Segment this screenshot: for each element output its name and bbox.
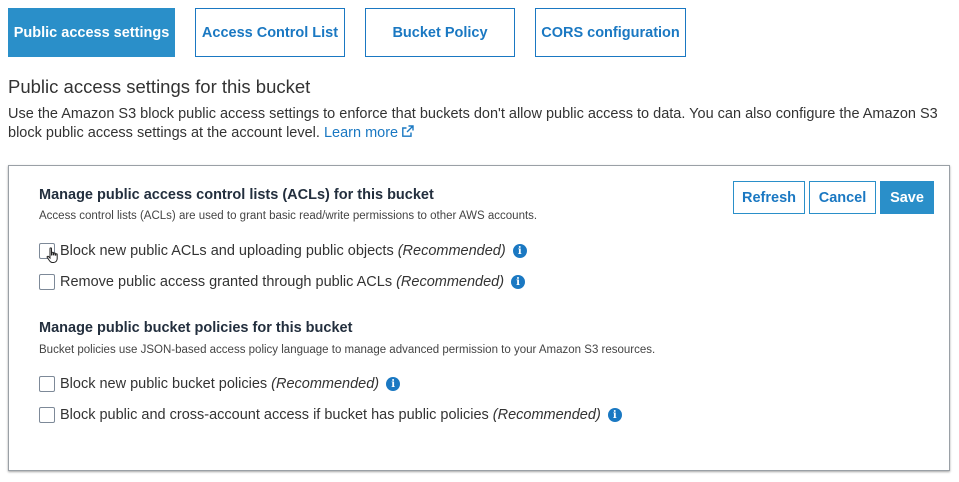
option-remove-public-access-acls [39, 274, 525, 290]
intro-text [8, 105, 938, 143]
block-new-public-policies-checkbox[interactable] [39, 376, 55, 392]
recommended-note: (Recommended) [492, 407, 601, 423]
recommended-note: (Recommended) [396, 274, 505, 290]
block-new-public-acls-label: Block new public ACLs and uploading public objects [60, 243, 394, 259]
info-icon[interactable]: i [386, 377, 400, 391]
tab-bar [8, 8, 706, 57]
block-cross-account-access-checkbox[interactable] [39, 407, 55, 423]
block-cross-account-access-label: Block public and cross-account access if bucket has public policies [60, 407, 489, 423]
info-icon[interactable]: i [513, 244, 527, 258]
tab-cors-configuration[interactable]: CORS configuration [535, 8, 686, 57]
external-link-icon [401, 125, 414, 138]
option-block-new-public-policies [39, 376, 400, 392]
settings-panel [8, 165, 950, 471]
info-icon[interactable]: i [511, 275, 525, 289]
tab-access-control-list[interactable]: Access Control List [195, 8, 345, 57]
intro-body: Use the Amazon S3 block public access settings to enforce that buckets don't allow public access to data. You can also configure the Amazon S3 block public access settings at the account level. [8, 106, 938, 141]
remove-public-access-acls-label: Remove public access granted through public ACLs [60, 274, 393, 290]
action-buttons [729, 181, 934, 214]
recommended-note: (Recommended) [271, 376, 380, 392]
cancel-button[interactable]: Cancel [809, 181, 876, 214]
block-new-public-acls-checkbox[interactable] [39, 243, 55, 259]
block-new-public-policies-label: Block new public bucket policies [60, 376, 268, 392]
acl-section-description: Access control lists (ACLs) are used to grant basic read/write permissions to other AWS accounts. [39, 210, 538, 222]
remove-public-access-acls-checkbox[interactable] [39, 274, 55, 290]
page-title: Public access settings for this bucket [8, 76, 311, 97]
acl-section-title: Manage public access control lists (ACLs) for this bucket [39, 187, 434, 203]
hand-pointer-icon [46, 247, 60, 264]
learn-more-link[interactable] [324, 125, 414, 141]
recommended-note: (Recommended) [397, 243, 506, 259]
policy-section-title: Manage public bucket policies for this bucket [39, 320, 353, 336]
tab-bucket-policy[interactable]: Bucket Policy [365, 8, 515, 57]
tab-public-access-settings[interactable]: Public access settings [8, 8, 175, 57]
policy-section-description: Bucket policies use JSON-based access policy language to manage advanced permission to your Amazon S3 resources. [39, 344, 656, 356]
option-block-cross-account-access [39, 407, 622, 423]
learn-more-label: Learn more [323, 125, 399, 141]
info-icon[interactable]: i [608, 408, 622, 422]
refresh-button[interactable]: Refresh [733, 181, 805, 214]
save-button[interactable]: Save [880, 181, 934, 214]
option-block-new-public-acls [39, 243, 527, 259]
